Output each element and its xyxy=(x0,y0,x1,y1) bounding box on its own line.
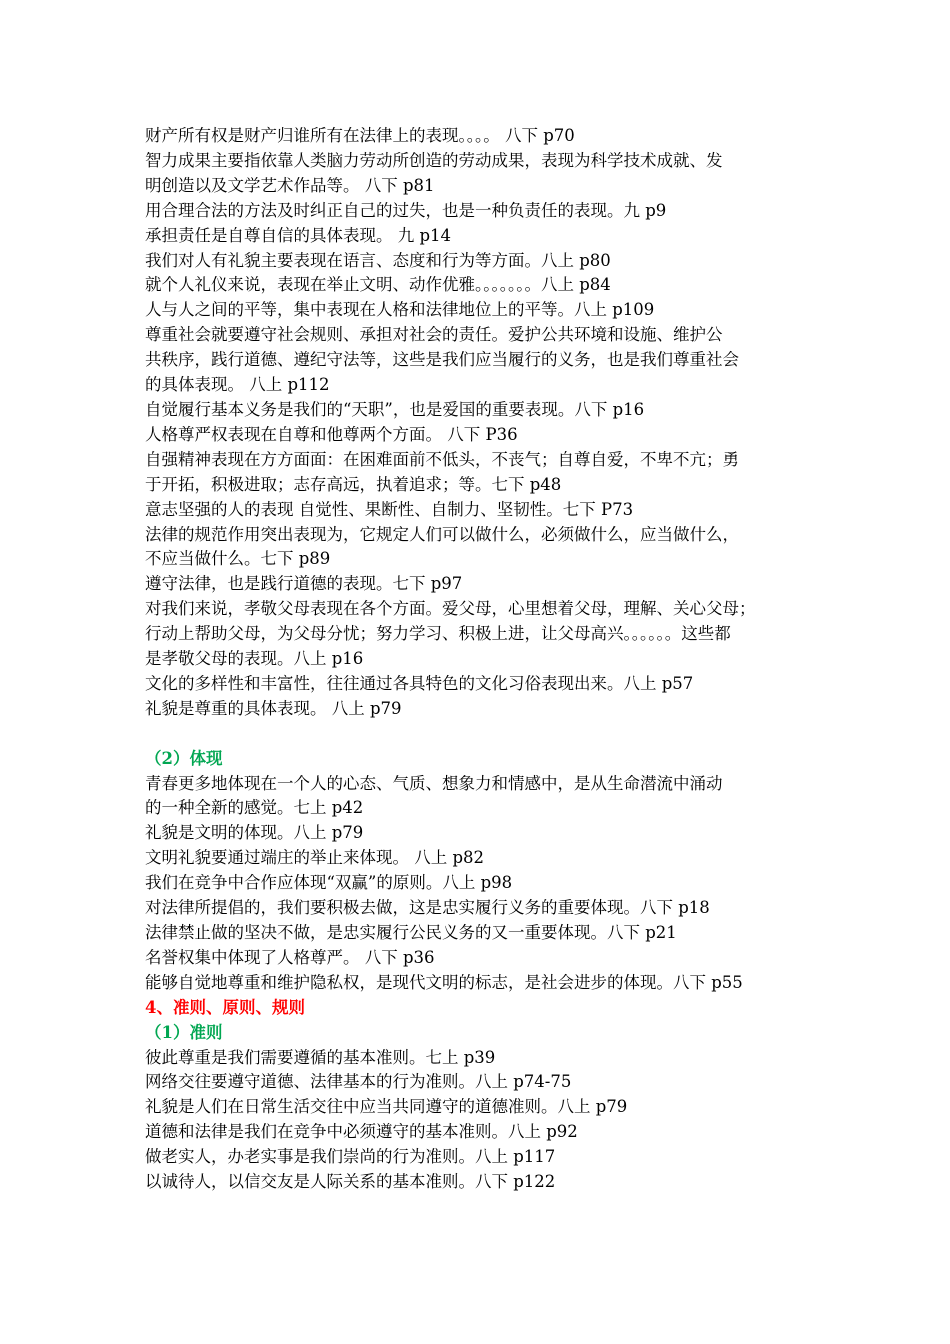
text-line: 于开拓，积极进取；志存高远，执着追求；等。七下 p48 xyxy=(145,474,562,494)
text-line: 是孝敬父母的表现。八上 p16 xyxy=(145,649,364,669)
text-line: 对法律所提倡的，我们要积极去做，这是忠实履行义务的重要体现。八下 p18 xyxy=(145,898,710,918)
section-heading: 4、准则、原则、规则 xyxy=(145,997,305,1017)
paragraph-block-tixian xyxy=(145,772,810,996)
blank-line xyxy=(145,722,810,747)
text-line: 文明礼貌要通过端庄的举止来体现。 八上 p82 xyxy=(145,848,485,868)
text-line: 就个人礼仪来说，表现在举止文明、动作优雅。。。。。。。八上 p84 xyxy=(145,275,611,295)
text-line: 礼貌是尊重的具体表现。 八上 p79 xyxy=(145,698,402,718)
text-line: 的具体表现。 八上 p112 xyxy=(145,375,330,395)
text-line: 共秩序，践行道德、遵纪守法等，这些是我们应当履行的义务，也是我们尊重社会 xyxy=(145,350,739,370)
text-line: 能够自觉地尊重和维护隐私权，是现代文明的标志，是社会进步的体现。八下 p55 xyxy=(145,972,743,992)
text-line: 尊重社会就要遵守社会规则、承担对社会的责任。爱护公共环境和设施、维护公 xyxy=(145,325,723,345)
text-line: 法律禁止做的坚决不做，是忠实履行公民义务的又一重要体现。八下 p21 xyxy=(145,922,677,942)
text-line: 青春更多地体现在一个人的心态、气质、想象力和情感中，是从生命潜流中涌动 xyxy=(145,773,723,793)
document-body xyxy=(145,124,810,1195)
text-line: 文化的多样性和丰富性，往往通过各具特色的文化习俗表现出来。八上 p57 xyxy=(145,673,694,693)
subheading-zhunze: （1）准则 xyxy=(145,1022,223,1042)
text-line: 用合理合法的方法及时纠正自己的过失，也是一种负责任的表现。九 p9 xyxy=(145,200,667,220)
text-line: 意志坚强的人的表现 自觉性、果断性、自制力、坚韧性。七下 P73 xyxy=(145,499,634,519)
paragraph-block-zhunze xyxy=(145,1046,810,1195)
text-line: 礼貌是文明的体现。八上 p79 xyxy=(145,823,364,843)
text-line: 人与人之间的平等，集中表现在人格和法律地位上的平等。八上 p109 xyxy=(145,300,655,320)
text-line: 名誉权集中体现了人格尊严。 八下 p36 xyxy=(145,947,435,967)
text-line: 对我们来说，孝敬父母表现在各个方面。爱父母，心里想着父母，理解、关心父母； xyxy=(145,599,756,619)
text-line: 彼此尊重是我们需要遵循的基本准则。七上 p39 xyxy=(145,1047,496,1067)
text-line: 人格尊严权表现在自尊和他尊两个方面。 八下 P36 xyxy=(145,424,518,444)
text-line: 行动上帮助父母，为父母分忧；努力学习、积极上进，让父母高兴。。。。。。这些都 xyxy=(145,624,731,644)
text-line: 自强精神表现在方方面面：在困难面前不低头，不丧气；自尊自爱，不卑不亢；勇 xyxy=(145,449,739,469)
text-line: 承担责任是自尊自信的具体表现。 九 p14 xyxy=(145,225,452,245)
text-line: 的一种全新的感觉。七上 p42 xyxy=(145,798,364,818)
text-line: 我们对人有礼貌主要表现在语言、态度和行为等方面。八上 p80 xyxy=(145,250,611,270)
text-line: 礼貌是人们在日常生活交往中应当共同遵守的道德准则。八上 p79 xyxy=(145,1097,628,1117)
text-line: 财产所有权是财产归谁所有在法律上的表现。。。。 八下 p70 xyxy=(145,126,575,145)
text-line: 不应当做什么。七下 p89 xyxy=(145,549,331,569)
text-line: 法律的规范作用突出表现为，它规定人们可以做什么，必须做什么，应当做什么， xyxy=(145,524,739,544)
subheading-tixian: （2）体现 xyxy=(145,748,223,768)
text-line: 道德和法律是我们在竞争中必须遵守的基本准则。八上 p92 xyxy=(145,1122,578,1142)
text-line: 明创造以及文学艺术作品等。 八下 p81 xyxy=(145,175,435,195)
text-line: 以诚待人，以信交友是人际关系的基本准则。八下 p122 xyxy=(145,1172,556,1192)
text-line: 遵守法律，也是践行道德的表现。七下 p97 xyxy=(145,574,463,594)
text-line: 我们在竞争中合作应体现“双赢”的原则。八上 p98 xyxy=(145,873,513,893)
text-line: 自觉履行基本义务是我们的“天职”，也是爱国的重要表现。八下 p16 xyxy=(145,399,645,419)
text-line: 网络交往要遵守道德、法律基本的行为准则。八上 p74-75 xyxy=(145,1072,572,1092)
paragraph-block-biaoxian xyxy=(145,124,810,722)
text-line: 做老实人，办老实事是我们崇尚的行为准则。八上 p117 xyxy=(145,1147,556,1167)
text-line: 智力成果主要指依靠人类脑力劳动所创造的劳动成果，表现为科学技术成就、发 xyxy=(145,150,723,170)
